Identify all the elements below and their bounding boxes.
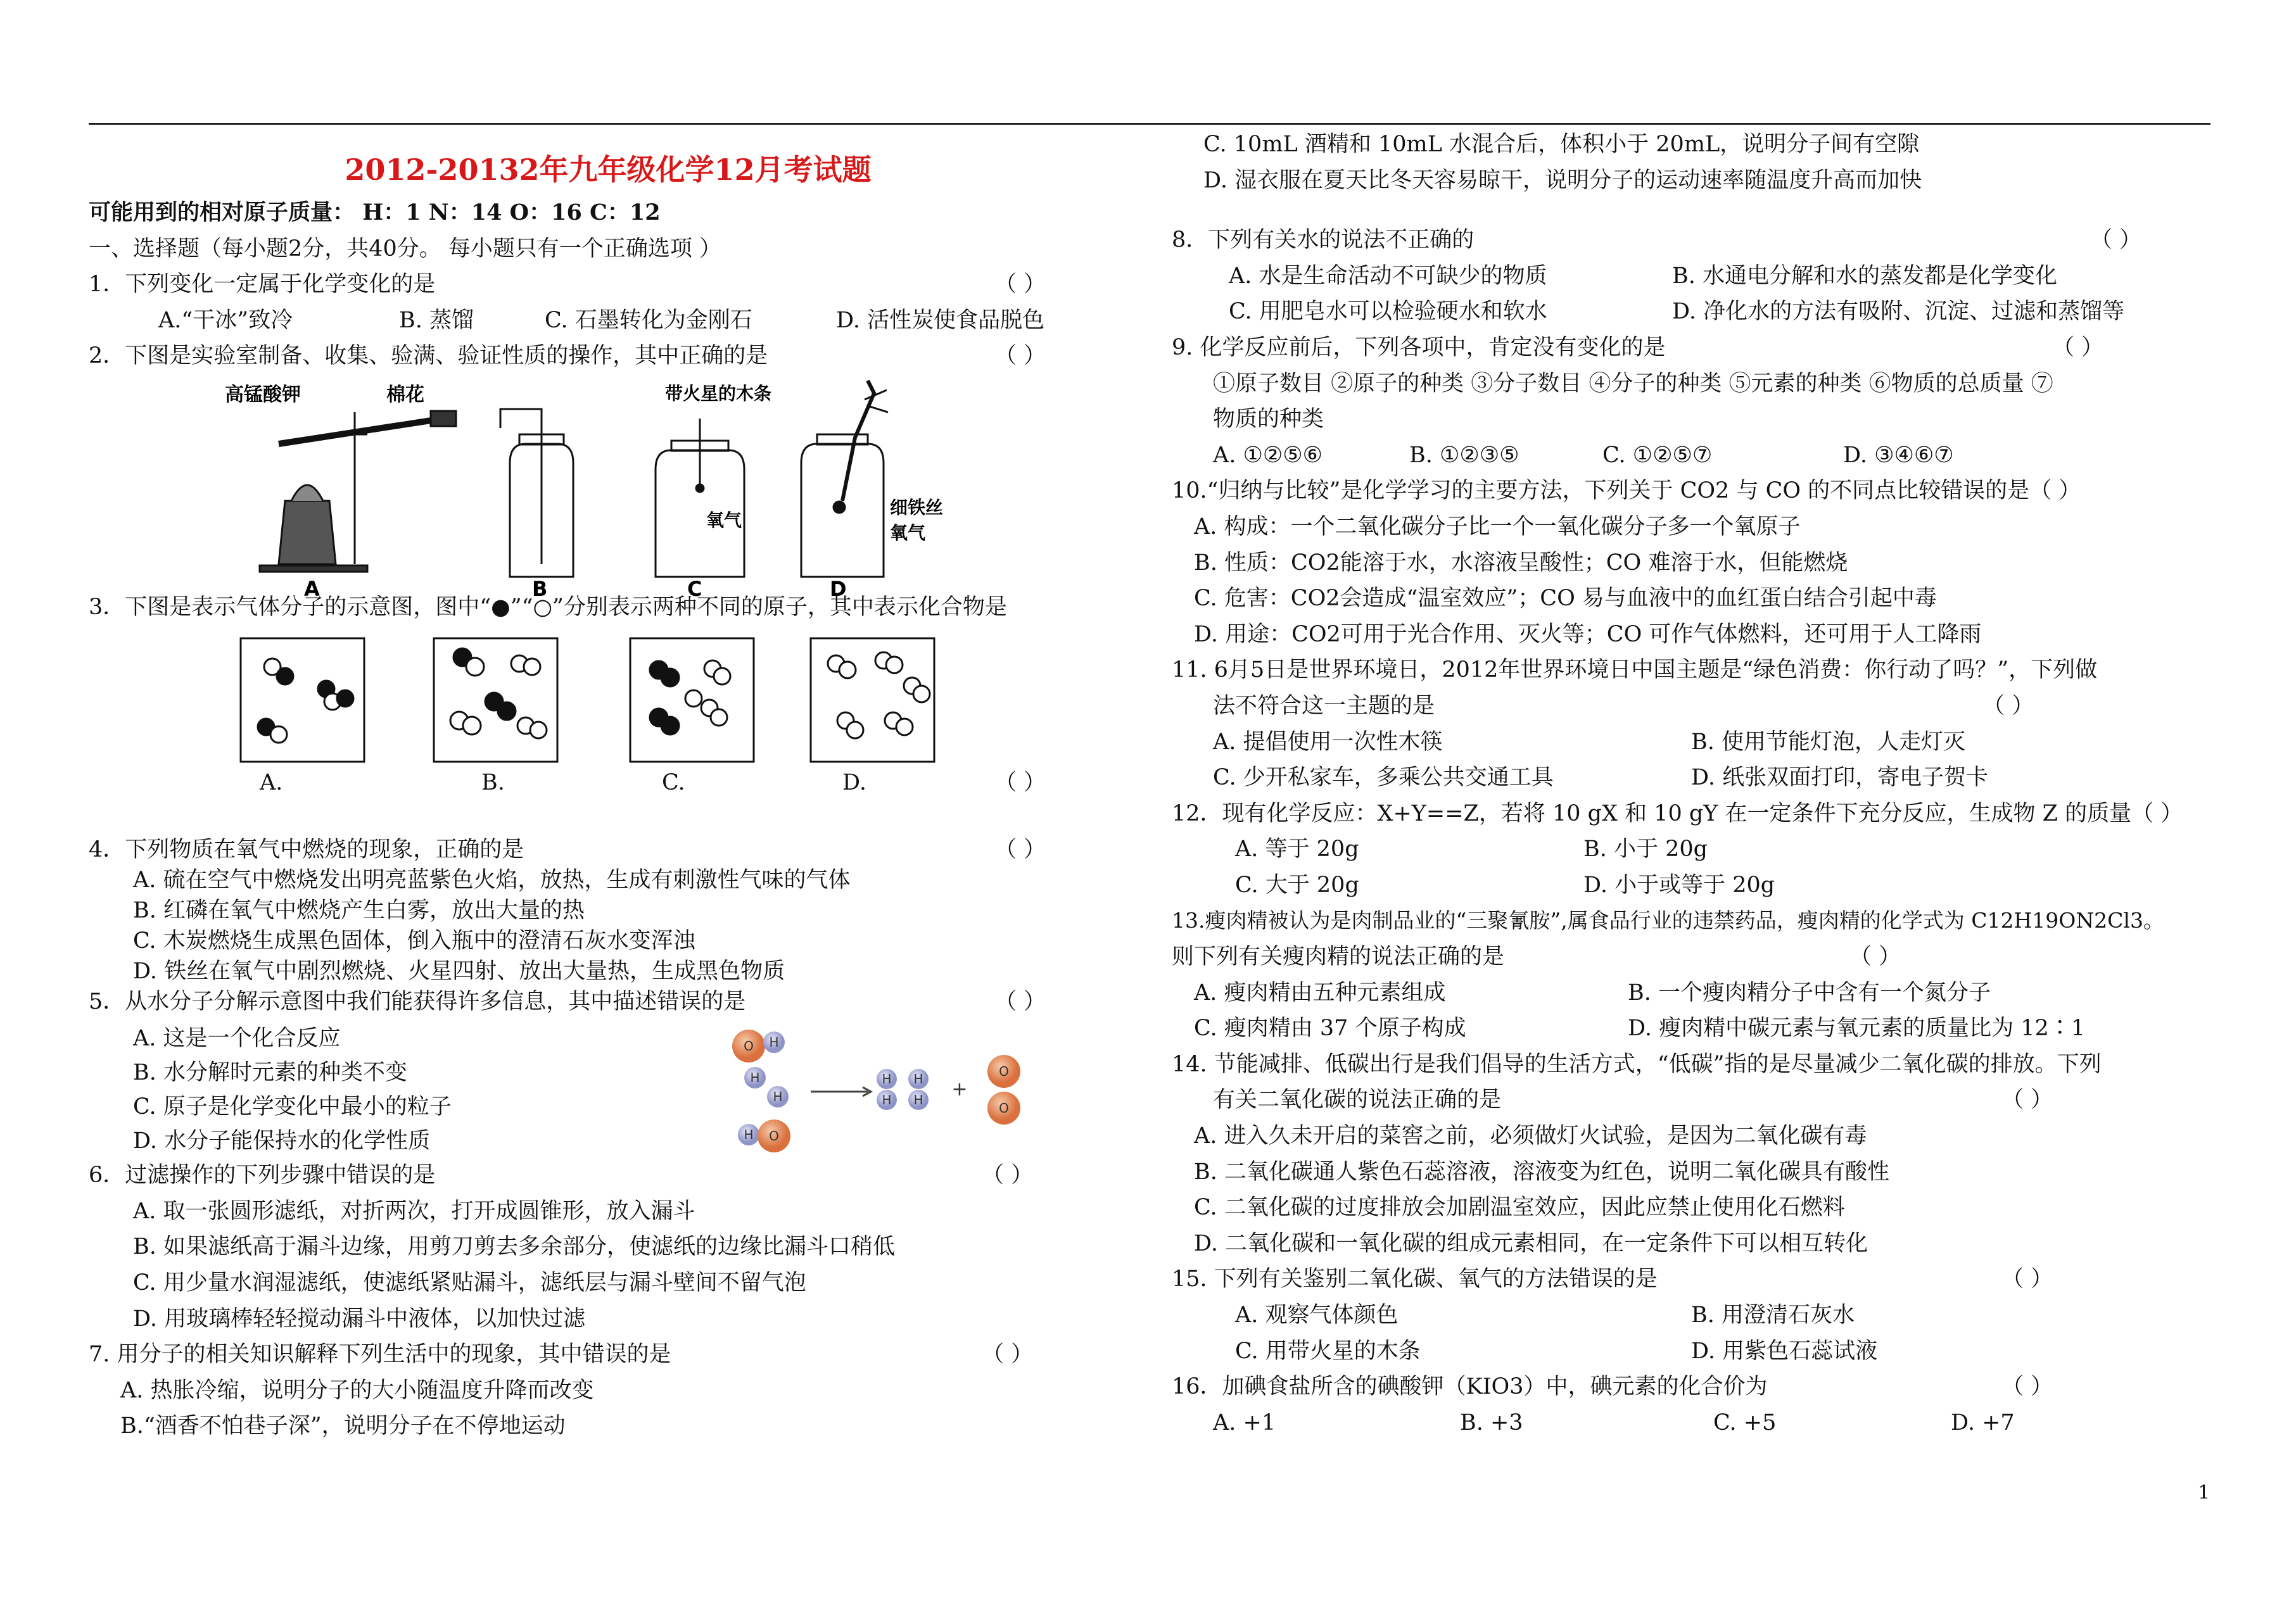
h2a-1: H <box>882 1071 892 1087</box>
q5-stem: 5．从水分子分解示意图中我们能获得许多信息，其中描述错误的是 <box>89 989 746 1015</box>
q7-stem: 7. 用分子的相关知识解释下列生活中的现象，其中错误的是 <box>89 1342 671 1368</box>
q10-option-b-line <box>1172 545 2217 581</box>
o2-2: O <box>999 1101 1009 1116</box>
q14-option-a-line <box>1172 1118 2217 1154</box>
label-cotton: 棉花 <box>386 383 424 406</box>
label-d: D <box>830 576 847 601</box>
q10-option-c-line <box>1172 581 2217 617</box>
q5-option-b: B. 水分解时元素的种类不变 <box>133 1060 407 1086</box>
q14-stem-2: 有关二氧化碳的说法正确的是 <box>1213 1087 1502 1113</box>
q2-stem: 2．下图是实验室制备、收集、验满、验证性质的操作，其中正确的是 <box>89 343 768 369</box>
o2-1: O <box>999 1064 1009 1080</box>
q16-option-a: A. +1 <box>1213 1410 1276 1435</box>
q5-option-d: D. 水分子能保持水的化学性质 <box>133 1128 431 1154</box>
q1-stem: 1．下列变化一定属于化学变化的是 <box>89 272 436 298</box>
q13-option-b: B. 一个瘦肉精分子中含有一个氮分子 <box>1628 980 1991 1006</box>
q9-items-line <box>1172 366 2217 402</box>
q3-option-c: C. <box>662 769 685 795</box>
q15-options-1 <box>1172 1297 2217 1334</box>
section-heading: 一、选择题（每小题2分，共40分。 每小题只有一个正确选项 ） <box>89 236 722 262</box>
q12-options-1 <box>1172 831 2217 867</box>
question-2 <box>89 338 1127 374</box>
q6-option-c: C. 用少量水润湿滤纸，使滤纸紧贴漏斗，滤纸层与漏斗壁间不留气泡 <box>133 1270 806 1296</box>
q1-answer-blank: （ ） <box>994 272 1046 298</box>
q14-option-b: B. 二氧化碳通人紫色石蕊溶液，溶液变为红色，说明二氧化碳具有酸性 <box>1194 1159 1889 1185</box>
q8-option-b: B. 水通电分解和水的蒸发都是化学变化 <box>1672 263 2057 289</box>
q14-stem-line-2 <box>1172 1082 2217 1118</box>
q13-option-c: C. 瘦肉精由 37 个原子构成 <box>1194 1016 1466 1042</box>
q11-stem-line-2 <box>1172 688 2217 724</box>
mol2-h2: H <box>773 1089 783 1105</box>
q4-option-b-line <box>89 893 1127 923</box>
apparatus-a-icon <box>260 411 456 572</box>
q10-option-a-line <box>1172 509 2217 545</box>
q11-stem-2: 法不符合这一主题的是 <box>1213 693 1435 719</box>
q6-option-b: B. 如果滤纸高于漏斗边缘，用剪刀剪去多余部分，使滤纸的边缘比漏斗口稍低 <box>133 1234 895 1260</box>
q8-stem: 8．下列有关水的说法不正确的 <box>1172 227 1475 253</box>
q12-option-c: C. 大于 20g <box>1235 872 1359 898</box>
q14-option-d-line <box>1172 1226 2217 1262</box>
q14-option-c: C. 二氧化碳的过度排放会加剧温室效应，因此应禁止使用化石燃料 <box>1194 1195 1845 1221</box>
q15-option-b: B. 用澄清石灰水 <box>1691 1302 1855 1328</box>
q16-option-d: D. +7 <box>1951 1410 2015 1435</box>
q5-block <box>89 1021 1127 1157</box>
q10-option-b: B. 性质：CO2能溶于水，水溶液呈酸性；CO 难溶于水，但能燃烧 <box>1194 550 1848 576</box>
label-oxygen-d: 氧气 <box>890 522 926 543</box>
q3-stem: 3．下图是表示气体分子的示意图，图中“●”“○”分别表示两种不同的原子，其中表示化合物是 <box>89 594 1007 620</box>
q11-options-2 <box>1172 760 2217 796</box>
h2b-1: H <box>913 1071 923 1087</box>
water-decomposition-figure <box>640 1021 1045 1157</box>
q8-option-d: D. 净化水的方法有吸附、沉淀、过滤和蒸馏等 <box>1672 299 2125 325</box>
q16-option-b: B. +3 <box>1460 1410 1523 1435</box>
label-c: C <box>687 576 702 601</box>
q15-option-d: D. 用紫色石蕊试液 <box>1691 1338 1878 1364</box>
q7-option-d-line <box>1172 163 2217 199</box>
q13-options-2 <box>1172 1011 2217 1047</box>
q3-figure <box>89 626 1127 765</box>
q7-option-a: A. 热胀冷缩，说明分子的大小随温度升降而改变 <box>120 1377 594 1403</box>
q2-figure <box>89 374 1127 601</box>
q14-stem: 14. 节能减排、低碳出行是我们倡导的生活方式，“低碳”指的是尽量减少二氧化碳的排放。下列 <box>1172 1051 2102 1077</box>
q14-answer-blank: （ ） <box>2001 1087 2053 1113</box>
q9-items: ①原子数目 ②原子的种类 ③分子数目 ④分子的种类 ⑤元素的种类 ⑥物质的总质量 ⑦ <box>1213 370 2053 396</box>
molecules-d <box>828 652 930 738</box>
q9-option-b: B. ①②③⑤ <box>1409 442 1519 468</box>
plus-sign: + <box>951 1078 968 1101</box>
right-column <box>1172 127 2217 1441</box>
molecules-c <box>650 660 730 735</box>
q13-options-1 <box>1172 975 2217 1011</box>
q12-options-2 <box>1172 867 2217 904</box>
q11-option-a: A. 提倡使用一次性木筷 <box>1213 729 1443 755</box>
h2b-2: H <box>913 1092 923 1108</box>
q4-option-c-line <box>89 923 1127 954</box>
question-12 <box>1172 796 2217 832</box>
q9-stem: 9. 化学反应前后，下列各项中，肯定没有变化的是 <box>1172 334 1666 360</box>
question-11 <box>1172 652 2217 688</box>
q5-answer-blank: （ ） <box>994 989 1046 1015</box>
q9-option-c: C. ①②⑤⑦ <box>1602 442 1713 468</box>
q9-items-line-2 <box>1172 401 2217 438</box>
q14-option-c-line <box>1172 1190 2217 1226</box>
q15-options-2 <box>1172 1334 2217 1370</box>
q8-options-2 <box>1172 294 2217 330</box>
h2a-2: H <box>882 1092 892 1108</box>
q9-options <box>1172 438 2217 474</box>
mol1-o: O <box>744 1038 754 1054</box>
q11-options-1 <box>1172 724 2217 760</box>
q12-option-d: D. 小于或等于 20g <box>1583 872 1775 898</box>
q3-option-d: D. <box>842 769 866 795</box>
q4-option-d: D. 铁丝在氧气中剧烈燃烧、火星四射、放出大量热，生成黑色物质 <box>133 959 785 985</box>
q6-stem: 6．过滤操作的下列步骤中错误的是 <box>89 1163 436 1189</box>
page-number: 1 <box>2198 1482 2210 1504</box>
q12-option-a: A. 等于 20g <box>1235 836 1359 862</box>
q4-option-b: B. 红磷在氧气中燃烧产生白雾，放出大量的热 <box>133 898 585 924</box>
q9-items-2: 物质的种类 <box>1213 407 1324 432</box>
q15-stem: 15. 下列有关鉴别二氧化碳、氧气的方法错误的是 <box>1172 1266 1658 1292</box>
label-a: A <box>304 576 320 601</box>
q8-options-1 <box>1172 258 2217 294</box>
q15-option-a: A. 观察气体颜色 <box>1235 1302 1399 1328</box>
page-title: 2012-20132年九年级化学12月考试题 <box>345 153 872 187</box>
q13-option-a: A. 瘦肉精由五种元素组成 <box>1194 980 1446 1006</box>
question-7 <box>89 1337 1127 1373</box>
q3-options <box>89 765 1127 801</box>
q4-option-d-line <box>89 954 1127 984</box>
q7-option-c-line <box>1172 127 2217 163</box>
q7-answer-blank: （ ） <box>982 1342 1034 1368</box>
q11-option-d: D. 纸张双面打印，寄电子贺卡 <box>1691 765 1989 791</box>
q13-answer-blank: （ ） <box>1849 944 1901 970</box>
q1-options <box>89 303 1127 339</box>
q10-stem: 10.“归纳与比较”是化学学习的主要方法，下列关于 CO2 与 CO 的不同点比较错误的是（ ） <box>1172 478 2081 504</box>
q11-answer-blank: （ ） <box>1982 693 2034 719</box>
question-16 <box>1172 1369 2217 1405</box>
q10-option-d-line <box>1172 617 2217 653</box>
q6-answer-blank: （ ） <box>982 1163 1034 1189</box>
q1-option-d: D. 活性炭使食品脱色 <box>836 307 1045 333</box>
q5-option-c: C. 原子是化学变化中最小的粒子 <box>133 1094 452 1120</box>
question-6 <box>89 1157 1127 1194</box>
label-potassium-permanganate: 高锰酸钾 <box>225 383 301 406</box>
question-3 <box>89 590 1127 626</box>
gas-molecule-figure <box>89 626 1127 765</box>
q10-option-d: D. 用途：CO2可用于光合作用、灭火等；CO 可作气体燃料，还可用于人工降雨 <box>1194 621 1982 647</box>
q1-option-a: A.“干冰”致冷 <box>158 307 293 333</box>
apparatus-d-icon <box>801 381 888 577</box>
q7-option-d: D. 湿衣服在夏天比冬天容易晾干，说明分子的运动速率随温度升高而加快 <box>1203 167 1922 193</box>
left-column <box>89 127 1127 1444</box>
molecules-a <box>258 659 353 743</box>
q3-option-b: B. <box>481 769 505 795</box>
question-1 <box>89 267 1127 303</box>
label-b: B <box>532 576 548 601</box>
question-8 <box>1172 222 2217 258</box>
q9-option-d: D. ③④⑥⑦ <box>1843 442 1954 468</box>
q6-option-c-line <box>89 1265 1127 1301</box>
q2-answer-blank: （ ） <box>994 343 1046 369</box>
q14-option-b-line <box>1172 1154 2217 1190</box>
q5-option-a: A. 这是一个化合反应 <box>133 1026 341 1052</box>
q8-answer-blank: （ ） <box>2090 227 2142 253</box>
q4-stem: 4．下列物质在氧气中燃烧的现象，正确的是 <box>89 837 524 863</box>
q13-stem: 13.瘦肉精被认为是肉制品业的“三聚氰胺”,属食品行业的违禁药品，瘦肉精的化学式为 C12H19ON2Cl3。 <box>1172 908 2164 933</box>
q4-option-c: C. 木炭燃烧生成黑色固体，倒入瓶中的澄清石灰水变浑浊 <box>133 928 695 954</box>
q1-option-b: B. 蒸馏 <box>399 307 474 333</box>
q16-options <box>1172 1405 2217 1441</box>
question-9 <box>1172 330 2217 366</box>
q8-option-c: C. 用肥皂水可以检验硬水和软水 <box>1229 299 1547 325</box>
q1-option-c: C. 石墨转化为金刚石 <box>545 307 752 333</box>
q7-option-b: B.“酒香不怕巷子深”，说明分子在不停地运动 <box>120 1413 566 1439</box>
q13-stem-2: 则下列有关瘦肉精的说法正确的是 <box>1172 944 1505 970</box>
question-4 <box>89 832 1127 862</box>
label-iron-wire: 细铁丝 <box>890 496 944 518</box>
q15-option-c: C. 用带火星的木条 <box>1235 1338 1421 1364</box>
q3-option-a: A. <box>260 769 283 795</box>
q12-stem: 12．现有化学反应：X+Y==Z，若将 10 gX 和 10 gY 在一定条件下充分反应，生成物 Z 的质量（ ） <box>1172 800 2183 826</box>
q10-option-c: C. 危害：CO2会造成“温室效应”；CO 易与血液中的血红蛋白结合引起中毒 <box>1194 586 1937 612</box>
q9-answer-blank: （ ） <box>2052 334 2104 360</box>
q13-stem-line-2 <box>1172 939 2217 975</box>
apparatus-b-icon <box>500 409 573 577</box>
q15-answer-blank: （ ） <box>2001 1266 2053 1292</box>
question-5 <box>89 984 1127 1021</box>
q6-option-a: A. 取一张圆形滤纸，对折两次，打开成圆锥形，放入漏斗 <box>133 1198 695 1224</box>
q7-option-c: C. 10mL 酒精和 10mL 水混合后，体积小于 20mL，说明分子间有空隙 <box>1203 132 1920 157</box>
q11-stem: 11. 6月5日是世界环境日，2012年世界环境日中国主题是“绿色消费：你行动了吗？”，下列做 <box>1172 657 2098 683</box>
label-glowing-splint: 带火星的木条 <box>665 382 772 404</box>
q16-answer-blank: （ ） <box>2001 1374 2053 1400</box>
question-10 <box>1172 473 2217 509</box>
mol1-h: H <box>769 1035 779 1050</box>
q6-option-d: D. 用玻璃棒轻轻搅动漏斗中液体，以加快过滤 <box>133 1306 586 1332</box>
q7-option-b-line <box>89 1408 1127 1444</box>
q10-option-a: A. 构成：一个二氧化碳分子比一个一氧化碳分子多一个氧原子 <box>1194 514 1801 539</box>
q4-option-a-line <box>89 862 1127 893</box>
q7-option-a-line <box>89 1373 1127 1409</box>
mol3-o: O <box>769 1128 779 1144</box>
q14-option-a: A. 进入久未开启的菜窖之前，必须做灯火试验，是因为二氧化碳有毒 <box>1194 1123 1867 1149</box>
q6-option-b-line <box>89 1229 1127 1265</box>
question-15 <box>1172 1261 2217 1297</box>
q3-answer-blank: （ ） <box>994 769 1046 795</box>
mol3-h: H <box>744 1127 754 1143</box>
q4-option-a: A. 硫在空气中燃烧发出明亮蓝紫色火焰，放热，生成有刺激性气味的气体 <box>133 867 851 893</box>
q9-option-a: A. ①②⑤⑥ <box>1213 442 1323 468</box>
q16-option-c: C. +5 <box>1713 1410 1777 1435</box>
q12-option-b: B. 小于 20g <box>1583 836 1708 862</box>
question-14 <box>1172 1047 2217 1083</box>
molecules-b <box>450 648 547 738</box>
q4-answer-blank: （ ） <box>994 837 1046 863</box>
apparatus-c-icon <box>656 419 744 577</box>
q6-option-d-line <box>89 1301 1127 1337</box>
q8-option-a: A. 水是生命活动不可缺少的物质 <box>1229 263 1547 289</box>
lab-apparatus-figure <box>89 374 1127 601</box>
q11-option-c: C. 少开私家车，多乘公共交通工具 <box>1213 765 1554 791</box>
question-13 <box>1172 903 2217 939</box>
label-oxygen-c: 氧气 <box>706 509 742 531</box>
q6-option-a-line <box>89 1194 1127 1230</box>
q14-option-d: D. 二氧化碳和一氧化碳的组成元素相同，在一定条件下可以相互转化 <box>1194 1230 1868 1256</box>
q16-stem: 16．加碘食盐所含的碘酸钾（KIO3）中，碘元素的化合价为 <box>1172 1374 1768 1400</box>
mol2-h1: H <box>750 1070 760 1086</box>
header-rule <box>89 123 2210 125</box>
atomic-mass-line: 可能用到的相对原子质量： H：1 N：14 O：16 C：12 <box>89 199 661 225</box>
q11-option-b: B. 使用节能灯泡，人走灯灭 <box>1691 729 1965 755</box>
q13-option-d: D. 瘦肉精中碳元素与氧元素的质量比为 12∶1 <box>1628 1016 2085 1042</box>
